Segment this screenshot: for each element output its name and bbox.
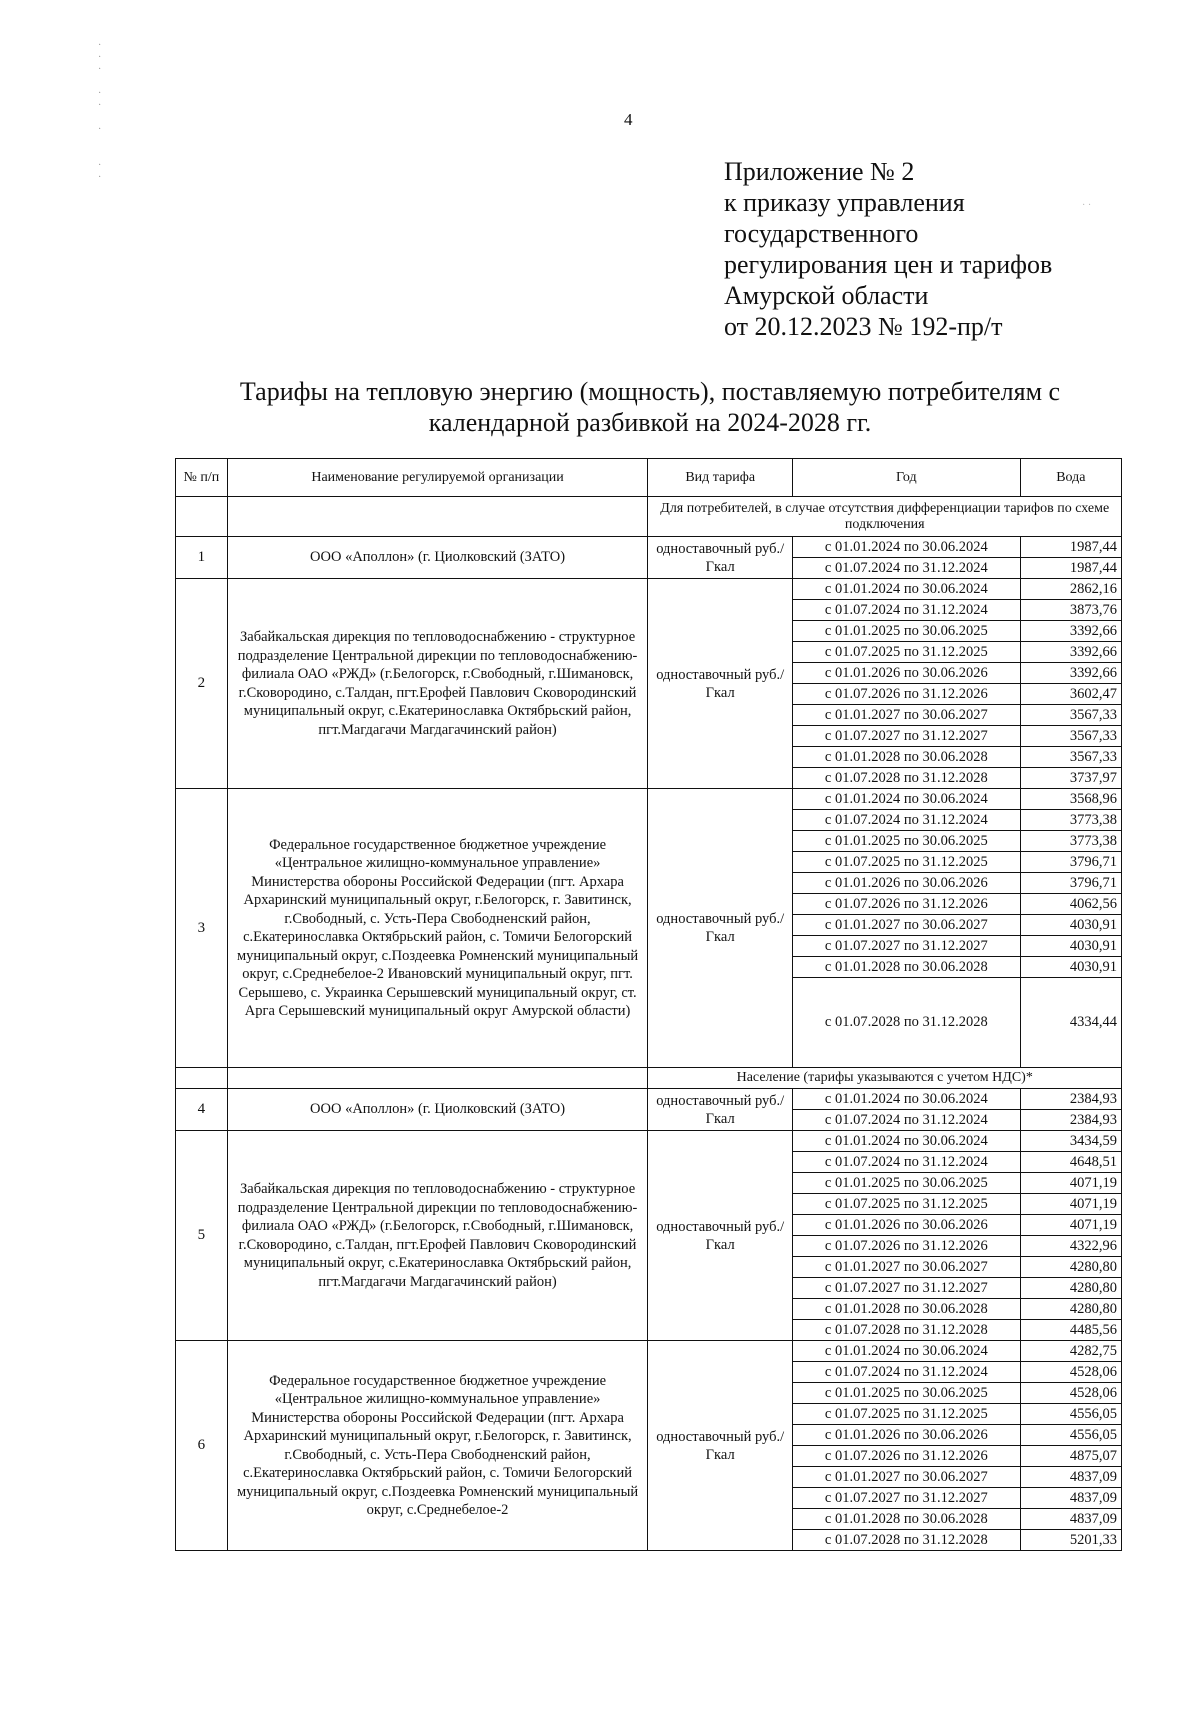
water-value-cell: 4071,19 xyxy=(1020,1173,1121,1194)
page-number: 4 xyxy=(624,110,633,129)
water-value-cell: 3392,66 xyxy=(1020,663,1121,684)
tariff-kind: одноставочный руб./Гкал xyxy=(648,1131,792,1341)
section-label: Для потребителей, в случае отсутствия дифференциации тарифов по схеме подключения xyxy=(648,497,1122,537)
period-cell: с 01.01.2028 по 30.06.2028 xyxy=(792,1509,1020,1530)
row-number: 2 xyxy=(176,579,228,789)
tariff-kind: одноставочный руб./Гкал xyxy=(648,1089,792,1131)
period-cell: с 01.01.2024 по 30.06.2024 xyxy=(792,1089,1020,1110)
period-cell: с 01.07.2026 по 31.12.2026 xyxy=(792,1236,1020,1257)
period-cell: с 01.07.2025 по 31.12.2025 xyxy=(792,1194,1020,1215)
period-cell: с 01.07.2024 по 31.12.2024 xyxy=(792,1152,1020,1173)
row-number: 4 xyxy=(176,1089,228,1131)
water-value-cell: 2384,93 xyxy=(1020,1110,1121,1131)
water-value-cell: 4837,09 xyxy=(1020,1509,1121,1530)
water-value-cell: 4322,96 xyxy=(1020,1236,1121,1257)
water-value-cell: 4071,19 xyxy=(1020,1194,1121,1215)
appendix-block xyxy=(724,156,1052,342)
water-value-cell: 5201,33 xyxy=(1020,1530,1121,1551)
tariff-kind: одноставочный руб./Гкал xyxy=(648,579,792,789)
period-cell: с 01.01.2024 по 30.06.2024 xyxy=(792,1341,1020,1362)
water-value-cell: 4528,06 xyxy=(1020,1362,1121,1383)
water-value-cell: 4648,51 xyxy=(1020,1152,1121,1173)
period-cell: с 01.01.2027 по 30.06.2027 xyxy=(792,915,1020,936)
organization-name: Федеральное государственное бюджетное учреждение «Центральное жилищно-коммунальное управление» Министерства обороны Российской Федерации (пгт. Архара Архаринский муниципальный округ, г.Белогорск, г. Завитинск, г.Свободный, с. Усть-Пера Свободненский район, с.Екатеринославка Октябрьский район, с. Томичи Белогорский муниципальный округ, с.Поздеевка Ромненский муниципальный округ, с.Среднебелое-2 Ивановский муниципальный округ, пгт. Серышево, с. Украинка Серышевский муниципальный округ, ст. Арга Серышевский муниципальный округ Амурской области) xyxy=(227,789,648,1068)
appendix-line: к приказу управления xyxy=(724,188,965,217)
water-value-cell: 3434,59 xyxy=(1020,1131,1121,1152)
period-cell: с 01.01.2026 по 30.06.2026 xyxy=(792,663,1020,684)
water-value-cell: 3796,71 xyxy=(1020,873,1121,894)
period-cell: с 01.07.2028 по 31.12.2028 xyxy=(792,1320,1020,1341)
section-empty-cell xyxy=(227,497,648,537)
organization-name: Федеральное государственное бюджетное учреждение «Центральное жилищно-коммунальное управление» Министерства обороны Российской Федерации (пгт. Архара Архаринский муниципальный округ, г.Белогорск, г. Завитинск, г.Свободный, с. Усть-Пера Свободненский район, с.Екатеринославка Октябрьский район, с. Томичи Белогорский муниципальный округ, с.Поздеевка Ромненский муниципальный округ, с.Среднебелое-2 xyxy=(227,1341,648,1551)
water-value-cell: 3568,96 xyxy=(1020,789,1121,810)
period-cell: с 01.07.2028 по 31.12.2028 xyxy=(792,768,1020,789)
table-row xyxy=(176,1131,1122,1152)
period-cell: с 01.07.2028 по 31.12.2028 xyxy=(792,1530,1020,1551)
header-num: № п/п xyxy=(176,459,228,497)
organization-name: ООО «Аполлон» (г. Циолковский (ЗАТО) xyxy=(227,537,648,579)
period-cell: с 01.01.2025 по 30.06.2025 xyxy=(792,621,1020,642)
water-value-cell: 2384,93 xyxy=(1020,1089,1121,1110)
water-value-cell: 3602,47 xyxy=(1020,684,1121,705)
period-cell: с 01.07.2024 по 31.12.2024 xyxy=(792,1362,1020,1383)
table-row xyxy=(176,789,1122,810)
water-value-cell: 4030,91 xyxy=(1020,936,1121,957)
period-cell: с 01.01.2026 по 30.06.2026 xyxy=(792,873,1020,894)
water-value-cell: 3873,76 xyxy=(1020,600,1121,621)
table-row xyxy=(176,1341,1122,1362)
period-cell: с 01.07.2025 по 31.12.2025 xyxy=(792,1404,1020,1425)
period-cell: с 01.07.2024 по 31.12.2024 xyxy=(792,1110,1020,1131)
document-title xyxy=(175,376,1125,438)
period-cell: с 01.07.2027 по 31.12.2027 xyxy=(792,936,1020,957)
period-cell: с 01.01.2026 по 30.06.2026 xyxy=(792,1215,1020,1236)
row-number: 3 xyxy=(176,789,228,1068)
appendix-line: от 20.12.2023 № 192-пр/т xyxy=(724,312,1003,341)
water-value-cell: 4556,05 xyxy=(1020,1425,1121,1446)
water-value-cell: 4030,91 xyxy=(1020,957,1121,978)
period-cell: с 01.07.2027 по 31.12.2027 xyxy=(792,1488,1020,1509)
period-cell: с 01.01.2027 по 30.06.2027 xyxy=(792,1467,1020,1488)
period-cell: с 01.01.2025 по 30.06.2025 xyxy=(792,1173,1020,1194)
period-cell: с 01.01.2024 по 30.06.2024 xyxy=(792,579,1020,600)
section-header-row xyxy=(176,497,1122,537)
header-kind: Вид тарифа xyxy=(648,459,792,497)
period-cell: с 01.07.2026 по 31.12.2026 xyxy=(792,1446,1020,1467)
water-value-cell: 4837,09 xyxy=(1020,1488,1121,1509)
row-number: 6 xyxy=(176,1341,228,1551)
table-row xyxy=(176,537,1122,558)
period-cell: с 01.01.2028 по 30.06.2028 xyxy=(792,1299,1020,1320)
scan-dust: · · xyxy=(1082,200,1092,211)
water-value-cell: 4528,06 xyxy=(1020,1383,1121,1404)
appendix-line: государственного xyxy=(724,219,919,248)
water-value-cell: 3796,71 xyxy=(1020,852,1121,873)
appendix-line: Приложение № 2 xyxy=(724,157,915,186)
water-value-cell: 3392,66 xyxy=(1020,642,1121,663)
period-cell: с 01.01.2025 по 30.06.2025 xyxy=(792,831,1020,852)
section-label: Население (тарифы указываются с учетом НДС)* xyxy=(648,1068,1122,1089)
header-year: Год xyxy=(792,459,1020,497)
water-value-cell: 3567,33 xyxy=(1020,747,1121,768)
period-cell: с 01.01.2026 по 30.06.2026 xyxy=(792,1425,1020,1446)
period-cell: с 01.07.2024 по 31.12.2024 xyxy=(792,810,1020,831)
section-empty-cell xyxy=(176,497,228,537)
period-cell: с 01.01.2027 по 30.06.2027 xyxy=(792,1257,1020,1278)
row-number: 5 xyxy=(176,1131,228,1341)
appendix-line: Амурской области xyxy=(724,281,929,310)
period-cell: с 01.07.2025 по 31.12.2025 xyxy=(792,642,1020,663)
water-value-cell: 3773,38 xyxy=(1020,810,1121,831)
table-row xyxy=(176,1089,1122,1110)
period-cell: с 01.01.2028 по 30.06.2028 xyxy=(792,957,1020,978)
water-value-cell: 4280,80 xyxy=(1020,1278,1121,1299)
section-header-row xyxy=(176,1068,1122,1089)
period-cell: с 01.01.2024 по 30.06.2024 xyxy=(792,789,1020,810)
water-value-cell: 4280,80 xyxy=(1020,1299,1121,1320)
period-cell: с 01.01.2024 по 30.06.2024 xyxy=(792,1131,1020,1152)
water-value-cell: 4071,19 xyxy=(1020,1215,1121,1236)
water-value-cell: 4030,91 xyxy=(1020,915,1121,936)
header-water: Вода xyxy=(1020,459,1121,497)
title-line-1: Тарифы на тепловую энергию (мощность), поставляемую потребителям с xyxy=(239,377,1061,406)
period-cell: с 01.07.2027 по 31.12.2027 xyxy=(792,1278,1020,1299)
period-cell: с 01.07.2027 по 31.12.2027 xyxy=(792,726,1020,747)
period-cell: с 01.07.2026 по 31.12.2026 xyxy=(792,894,1020,915)
water-value-cell: 2862,16 xyxy=(1020,579,1121,600)
section-empty-cell xyxy=(176,1068,228,1089)
water-value-cell: 3737,97 xyxy=(1020,768,1121,789)
water-value-cell: 3392,66 xyxy=(1020,621,1121,642)
period-cell: с 01.07.2024 по 31.12.2024 xyxy=(792,600,1020,621)
period-cell: с 01.01.2027 по 30.06.2027 xyxy=(792,705,1020,726)
tariff-table xyxy=(175,458,1122,1551)
tariff-kind: одноставочный руб./Гкал xyxy=(648,537,792,579)
period-cell: с 01.01.2025 по 30.06.2025 xyxy=(792,1383,1020,1404)
water-value-cell: 3567,33 xyxy=(1020,705,1121,726)
period-cell: с 01.07.2026 по 31.12.2026 xyxy=(792,684,1020,705)
period-cell: с 01.07.2028 по 31.12.2028 xyxy=(792,978,1020,1068)
water-value-cell: 4485,56 xyxy=(1020,1320,1121,1341)
water-value-cell: 4062,56 xyxy=(1020,894,1121,915)
title-line-2: календарной разбивкой на 2024-2028 гг. xyxy=(428,408,872,437)
header-org: Наименование регулируемой организации xyxy=(227,459,648,497)
appendix-line: регулирования цен и тарифов xyxy=(724,250,1053,279)
section-empty-cell xyxy=(227,1068,648,1089)
organization-name: ООО «Аполлон» (г. Циолковский (ЗАТО) xyxy=(227,1089,648,1131)
period-cell: с 01.07.2024 по 31.12.2024 xyxy=(792,558,1020,579)
organization-name: Забайкальская дирекция по тепловодоснабжению - структурное подразделение Центральной дирекции по тепловодоснабжению-филиала ОАО «РЖД» (г.Белогорск, г.Свободный, г.Шимановск, г.Сковородино, с.Талдан, пгт.Ерофей Павлович Сковородинский муниципальный округ, с.Екатеринославка Октябрьский район, пгт.Магдагачи Магдагачинский район) xyxy=(227,579,648,789)
table-row xyxy=(176,579,1122,600)
period-cell: с 01.07.2025 по 31.12.2025 xyxy=(792,852,1020,873)
water-value-cell: 4875,07 xyxy=(1020,1446,1121,1467)
water-value-cell: 4837,09 xyxy=(1020,1467,1121,1488)
water-value-cell: 1987,44 xyxy=(1020,537,1121,558)
period-cell: с 01.01.2024 по 30.06.2024 xyxy=(792,537,1020,558)
table-body xyxy=(176,497,1122,1551)
tariff-kind: одноставочный руб./Гкал xyxy=(648,789,792,1068)
water-value-cell: 4334,44 xyxy=(1020,978,1121,1068)
water-value-cell: 3567,33 xyxy=(1020,726,1121,747)
row-number: 1 xyxy=(176,537,228,579)
tariff-kind: одноставочный руб./Гкал xyxy=(648,1341,792,1551)
table-header-row xyxy=(176,459,1122,497)
water-value-cell: 1987,44 xyxy=(1020,558,1121,579)
organization-name: Забайкальская дирекция по тепловодоснабжению - структурное подразделение Центральной дирекции по тепловодоснабжению-филиала ОАО «РЖД» (г.Белогорск, г.Свободный, г.Шимановск, г.Сковородино, с.Талдан, пгт.Ерофей Павлович Сковородинский муниципальный округ, с.Екатеринославка Октябрьский район, пгт.Магдагачи Магдагачинский район) xyxy=(227,1131,648,1341)
water-value-cell: 3773,38 xyxy=(1020,831,1121,852)
water-value-cell: 4280,80 xyxy=(1020,1257,1121,1278)
water-value-cell: 4556,05 xyxy=(1020,1404,1121,1425)
scan-margin-marks: · · · · · · · · xyxy=(98,40,102,183)
water-value-cell: 4282,75 xyxy=(1020,1341,1121,1362)
period-cell: с 01.01.2028 по 30.06.2028 xyxy=(792,747,1020,768)
